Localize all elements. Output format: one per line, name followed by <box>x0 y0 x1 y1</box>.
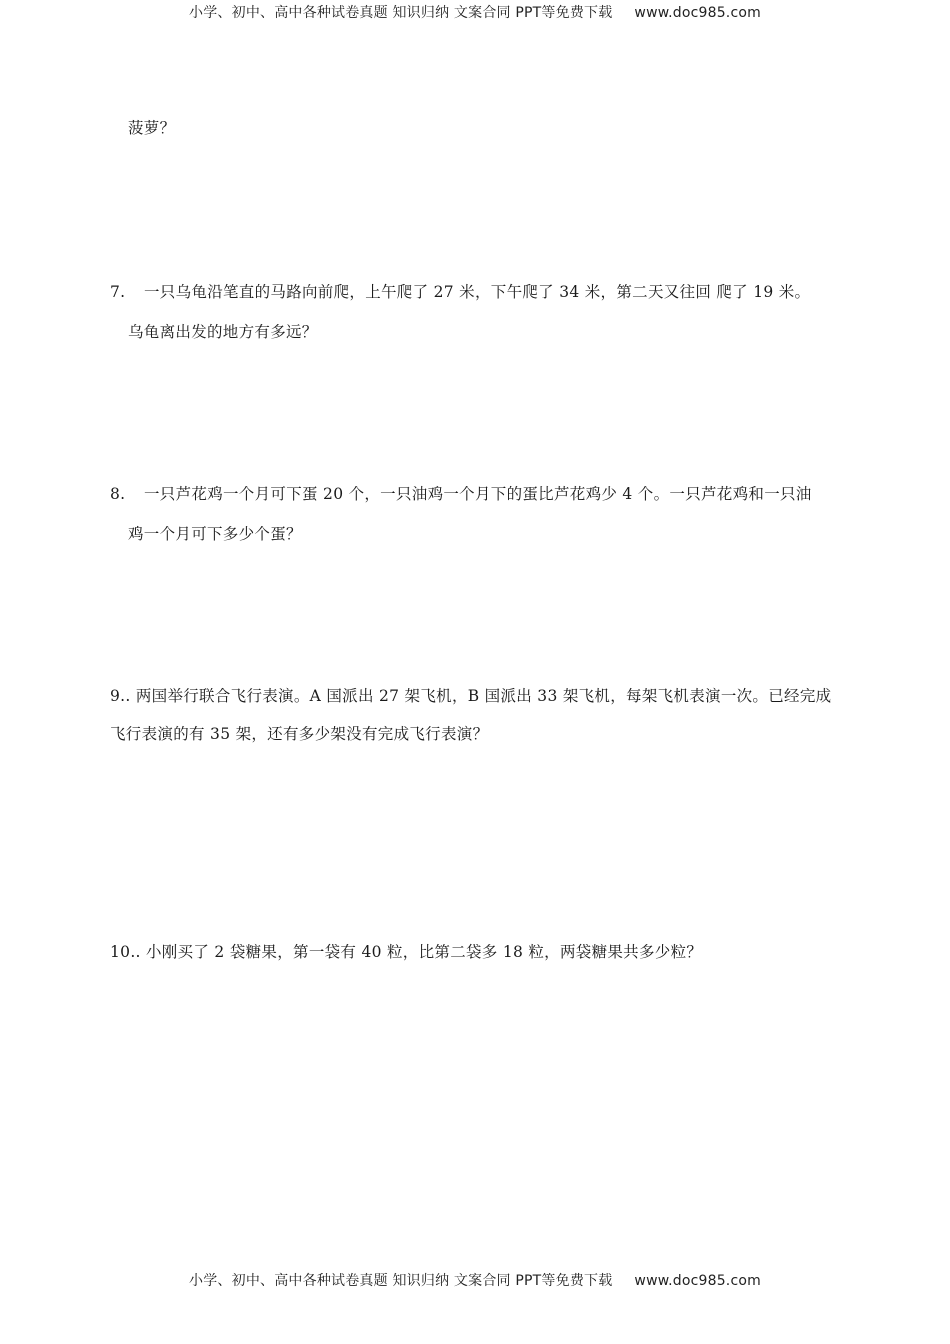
header-site-link[interactable]: www.doc985.com <box>634 5 761 21</box>
header-text: 小学、初中、高中各种试卷真题 知识归纳 文案合同 PPT等免费下载 <box>189 5 613 21</box>
page-header <box>0 2 950 22</box>
page-footer <box>0 1270 950 1290</box>
question-7-text: 一只乌龟沿笔直的马路向前爬，上午爬了 27 米，下午爬了 34 米，第二天又往回 爬了 19 米。 <box>144 283 811 301</box>
question-8-number: 8. <box>110 485 126 503</box>
question-7-number: 7. <box>110 283 126 301</box>
question-6-tail: 菠萝？ <box>128 119 176 137</box>
question-8-line-2: 鸡一个月可下多少个蛋？ <box>128 525 302 543</box>
question-7-line-1 <box>110 280 810 302</box>
question-9-line-1: 9.. 两国举行联合飞行表演。A 国派出 27 架飞机，B 国派出 33 架飞机，每架飞机表演一次。已经完成 <box>110 687 832 705</box>
question-10-line-1: 10.. 小刚买了 2 袋糖果，第一袋有 40 粒，比第二袋多 18 粒，两袋糖果共多少粒？ <box>110 943 703 961</box>
question-9-line-2: 飞行表演的有 35 架，还有多少架没有完成飞行表演？ <box>110 725 489 743</box>
question-7-line-2: 乌龟离出发的地方有多远？ <box>128 323 318 341</box>
question-8-text: 一只芦花鸡一个月可下蛋 20 个，一只油鸡一个月下的蛋比芦花鸡少 4 个。一只芦花鸡和一只油 <box>144 485 812 503</box>
footer-site-link[interactable]: www.doc985.com <box>634 1273 761 1289</box>
question-8-line-1 <box>110 482 812 504</box>
footer-text: 小学、初中、高中各种试卷真题 知识归纳 文案合同 PPT等免费下载 <box>189 1273 613 1289</box>
